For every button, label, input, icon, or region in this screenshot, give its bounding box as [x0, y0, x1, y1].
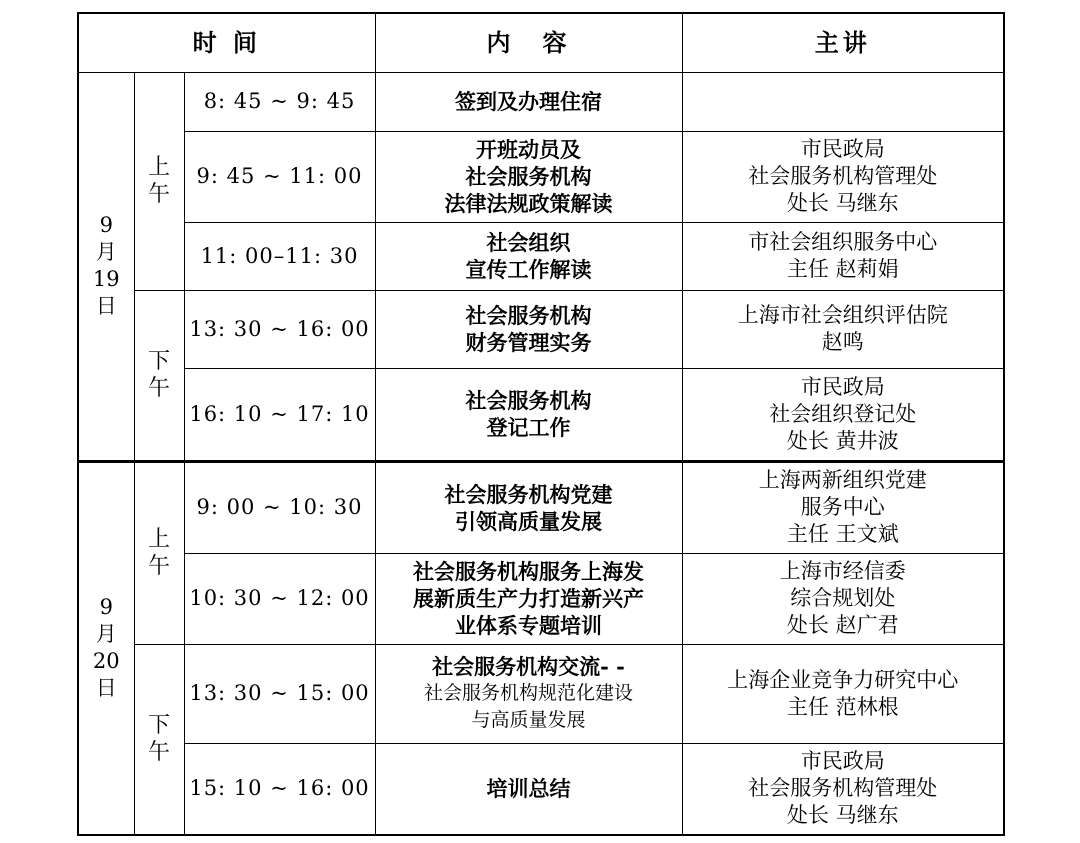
period-morning: 上 午 — [134, 72, 184, 290]
schedule-table — [77, 12, 1005, 836]
speaker — [682, 72, 1004, 131]
session-title: 社会服务机构 登记工作 — [375, 368, 682, 461]
session-title: 签到及办理住宿 — [375, 72, 682, 131]
header-content: 内 容 — [375, 13, 682, 72]
date-cell-sep20: 9 月 20 日 — [78, 461, 134, 835]
speaker: 上海市社会组织评估院 赵鸣 — [682, 290, 1004, 368]
period-afternoon: 下 午 — [134, 644, 184, 835]
time-slot: 13: 30 ~ 15: 00 — [184, 644, 375, 743]
header-time: 时 间 — [78, 13, 375, 72]
speaker: 上海两新组织党建 服务中心 主任 王文斌 — [682, 461, 1004, 553]
time-slot: 15: 10 ~ 16: 00 — [184, 743, 375, 835]
speaker: 市民政局 社会组织登记处 处长 黄井波 — [682, 368, 1004, 461]
session-title: 社会服务机构 财务管理实务 — [375, 290, 682, 368]
time-slot: 8: 45 ~ 9: 45 — [184, 72, 375, 131]
session-title: 社会组织 宣传工作解读 — [375, 222, 682, 290]
header-speaker: 主讲 — [682, 13, 1004, 72]
time-slot: 16: 10 ~ 17: 10 — [184, 368, 375, 461]
session-title: 社会服务机构服务上海发 展新质生产力打造新兴产 业体系专题培训 — [375, 553, 682, 644]
time-slot: 13: 30 ~ 16: 00 — [184, 290, 375, 368]
session-title: 社会服务机构党建 引领高质量发展 — [375, 461, 682, 553]
period-afternoon: 下 午 — [134, 290, 184, 461]
session-title: 开班动员及 社会服务机构 法律法规政策解读 — [375, 131, 682, 222]
speaker: 上海企业竞争力研究中心 主任 范林根 — [682, 644, 1004, 743]
session-subtitle: 与高质量发展 — [471, 709, 586, 731]
session-title: 社会服务机构交流- - 社会服务机构规范化建设 与高质量发展 — [375, 644, 682, 743]
speaker: 市民政局 社会服务机构管理处 处长 马继东 — [682, 743, 1004, 835]
session-title: 培训总结 — [375, 743, 682, 835]
session-subtitle: 社会服务机构规范化建设 — [424, 682, 634, 704]
speaker: 上海市经信委 综合规划处 处长 赵广君 — [682, 553, 1004, 644]
time-slot: 10: 30 ~ 12: 00 — [184, 553, 375, 644]
time-slot: 9: 00 ~ 10: 30 — [184, 461, 375, 553]
speaker: 市社会组织服务中心 主任 赵莉娟 — [682, 222, 1004, 290]
time-slot: 11: 00–11: 30 — [184, 222, 375, 290]
period-morning: 上 午 — [134, 461, 184, 644]
date-cell-sep19: 9 月 19 日 — [78, 72, 134, 461]
time-slot: 9: 45 ~ 11: 00 — [184, 131, 375, 222]
speaker: 市民政局 社会服务机构管理处 处长 马继东 — [682, 131, 1004, 222]
